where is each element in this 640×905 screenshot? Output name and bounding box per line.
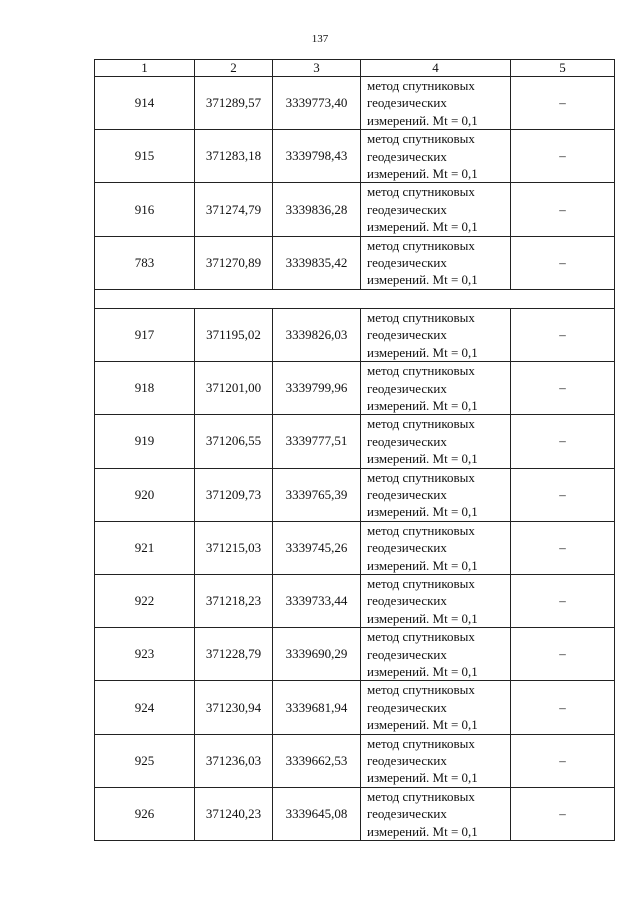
method-cell: [361, 362, 511, 415]
method-line: геодезических: [367, 699, 447, 715]
method-line: метод спутниковых: [367, 629, 475, 645]
point-number-cell: 914: [95, 77, 195, 130]
method-line: геодезических: [367, 646, 447, 662]
note-cell: –: [511, 77, 615, 130]
x-coordinate-cell: 371206,55: [195, 415, 273, 468]
method-line: метод спутниковых: [367, 184, 475, 200]
method-line: измерений. Mt = 0,1: [367, 451, 478, 467]
x-coordinate-cell: 371230,94: [195, 681, 273, 734]
method-cell: [361, 415, 511, 468]
y-coordinate-cell: 3339799,96: [273, 362, 361, 415]
table-row: [95, 308, 615, 361]
note-cell: –: [511, 362, 615, 415]
x-coordinate-cell: 371195,02: [195, 308, 273, 361]
note-cell: –: [511, 734, 615, 787]
column-header: 2: [195, 60, 273, 77]
x-coordinate-cell: 371240,23: [195, 787, 273, 840]
method-line: геодезических: [367, 255, 447, 271]
y-coordinate-cell: 3339681,94: [273, 681, 361, 734]
method-line: геодезических: [367, 806, 447, 822]
y-coordinate-cell: 3339826,03: [273, 308, 361, 361]
point-number-cell: 922: [95, 574, 195, 627]
page-number: 137: [311, 33, 329, 45]
note-cell: –: [511, 468, 615, 521]
x-coordinate-cell: 371270,89: [195, 236, 273, 289]
note-cell: –: [511, 628, 615, 681]
method-line: измерений. Mt = 0,1: [367, 504, 478, 520]
x-coordinate-cell: 371201,00: [195, 362, 273, 415]
point-number-cell: 920: [95, 468, 195, 521]
method-line: метод спутниковых: [367, 469, 475, 485]
column-header: 5: [511, 60, 615, 77]
y-coordinate-cell: 3339733,44: [273, 574, 361, 627]
note-cell: –: [511, 787, 615, 840]
y-coordinate-cell: 3339777,51: [273, 415, 361, 468]
table-body: [95, 77, 615, 841]
note-cell: –: [511, 308, 615, 361]
table-row: [95, 130, 615, 183]
section-separator-cell: [95, 289, 615, 308]
method-cell: [361, 236, 511, 289]
point-number-cell: 917: [95, 308, 195, 361]
point-number-cell: 916: [95, 183, 195, 236]
method-line: измерений. Mt = 0,1: [367, 344, 478, 360]
column-header: 4: [361, 60, 511, 77]
y-coordinate-cell: 3339798,43: [273, 130, 361, 183]
method-line: метод спутниковых: [367, 682, 475, 698]
x-coordinate-cell: 371215,03: [195, 521, 273, 574]
table-row: [95, 681, 615, 734]
method-line: измерений. Mt = 0,1: [367, 610, 478, 626]
point-number-cell: 926: [95, 787, 195, 840]
note-cell: –: [511, 415, 615, 468]
method-cell: [361, 787, 511, 840]
method-cell: [361, 130, 511, 183]
method-line: измерений. Mt = 0,1: [367, 664, 478, 679]
y-coordinate-cell: 3339835,42: [273, 236, 361, 289]
method-line: измерений. Mt = 0,1: [367, 823, 478, 839]
table-header-row: [95, 60, 615, 77]
x-coordinate-cell: 371274,79: [195, 183, 273, 236]
note-cell: –: [511, 183, 615, 236]
method-cell: [361, 574, 511, 627]
table-row: [95, 521, 615, 574]
method-line: измерений. Mt = 0,1: [367, 717, 478, 733]
method-line: измерений. Mt = 0,1: [367, 557, 478, 573]
method-cell: [361, 468, 511, 521]
method-line: измерений. Mt = 0,1: [367, 219, 478, 235]
point-number-cell: 919: [95, 415, 195, 468]
method-line: метод спутниковых: [367, 309, 475, 325]
method-cell: [361, 734, 511, 787]
y-coordinate-cell: 3339690,29: [273, 628, 361, 681]
table-row: [95, 628, 615, 681]
point-number-cell: 924: [95, 681, 195, 734]
note-cell: –: [511, 130, 615, 183]
note-cell: –: [511, 236, 615, 289]
x-coordinate-cell: 371289,57: [195, 77, 273, 130]
table-row: [95, 734, 615, 787]
coordinates-table: [94, 59, 615, 841]
method-cell: [361, 183, 511, 236]
y-coordinate-cell: 3339765,39: [273, 468, 361, 521]
point-number-cell: 925: [95, 734, 195, 787]
method-line: измерений. Mt = 0,1: [367, 166, 478, 182]
method-line: геодезических: [367, 327, 447, 343]
method-line: геодезических: [367, 201, 447, 217]
method-line: метод спутниковых: [367, 363, 475, 379]
point-number-cell: 923: [95, 628, 195, 681]
y-coordinate-cell: 3339645,08: [273, 787, 361, 840]
note-cell: –: [511, 574, 615, 627]
point-number-cell: 915: [95, 130, 195, 183]
column-header: 1: [95, 60, 195, 77]
method-line: геодезических: [367, 380, 447, 396]
note-cell: –: [511, 681, 615, 734]
method-line: измерений. Mt = 0,1: [367, 272, 478, 288]
method-line: метод спутниковых: [367, 522, 475, 538]
point-number-cell: 918: [95, 362, 195, 415]
method-line: измерений. Mt = 0,1: [367, 397, 478, 413]
x-coordinate-cell: 371283,18: [195, 130, 273, 183]
method-line: измерений. Mt = 0,1: [367, 770, 478, 786]
method-cell: [361, 77, 511, 130]
method-line: геодезических: [367, 433, 447, 449]
x-coordinate-cell: 371236,03: [195, 734, 273, 787]
column-header: 3: [273, 60, 361, 77]
method-line: геодезических: [367, 95, 447, 111]
table-row: [95, 415, 615, 468]
method-line: метод спутниковых: [367, 416, 475, 432]
method-cell: [361, 681, 511, 734]
table-row: [95, 574, 615, 627]
method-cell: [361, 521, 511, 574]
table-row: [95, 787, 615, 840]
table-row: [95, 236, 615, 289]
section-separator-row: [95, 289, 615, 308]
y-coordinate-cell: 3339836,28: [273, 183, 361, 236]
method-line: метод спутниковых: [367, 735, 475, 751]
table-row: [95, 77, 615, 130]
method-line: геодезических: [367, 540, 447, 556]
x-coordinate-cell: 371228,79: [195, 628, 273, 681]
point-number-cell: 783: [95, 236, 195, 289]
method-line: геодезических: [367, 753, 447, 769]
y-coordinate-cell: 3339745,26: [273, 521, 361, 574]
method-line: метод спутниковых: [367, 78, 475, 93]
note-cell: –: [511, 521, 615, 574]
method-cell: [361, 308, 511, 361]
y-coordinate-cell: 3339773,40: [273, 77, 361, 130]
method-line: измерений. Mt = 0,1: [367, 112, 478, 128]
method-line: геодезических: [367, 486, 447, 502]
x-coordinate-cell: 371218,23: [195, 574, 273, 627]
method-line: метод спутниковых: [367, 575, 475, 591]
y-coordinate-cell: 3339662,53: [273, 734, 361, 787]
x-coordinate-cell: 371209,73: [195, 468, 273, 521]
method-line: геодезических: [367, 593, 447, 609]
method-line: геодезических: [367, 148, 447, 164]
method-line: метод спутниковых: [367, 131, 475, 147]
table-row: [95, 362, 615, 415]
table-row: [95, 468, 615, 521]
method-line: метод спутниковых: [367, 788, 475, 804]
method-cell: [361, 628, 511, 681]
table-row: [95, 183, 615, 236]
method-line: метод спутниковых: [367, 237, 475, 253]
point-number-cell: 921: [95, 521, 195, 574]
